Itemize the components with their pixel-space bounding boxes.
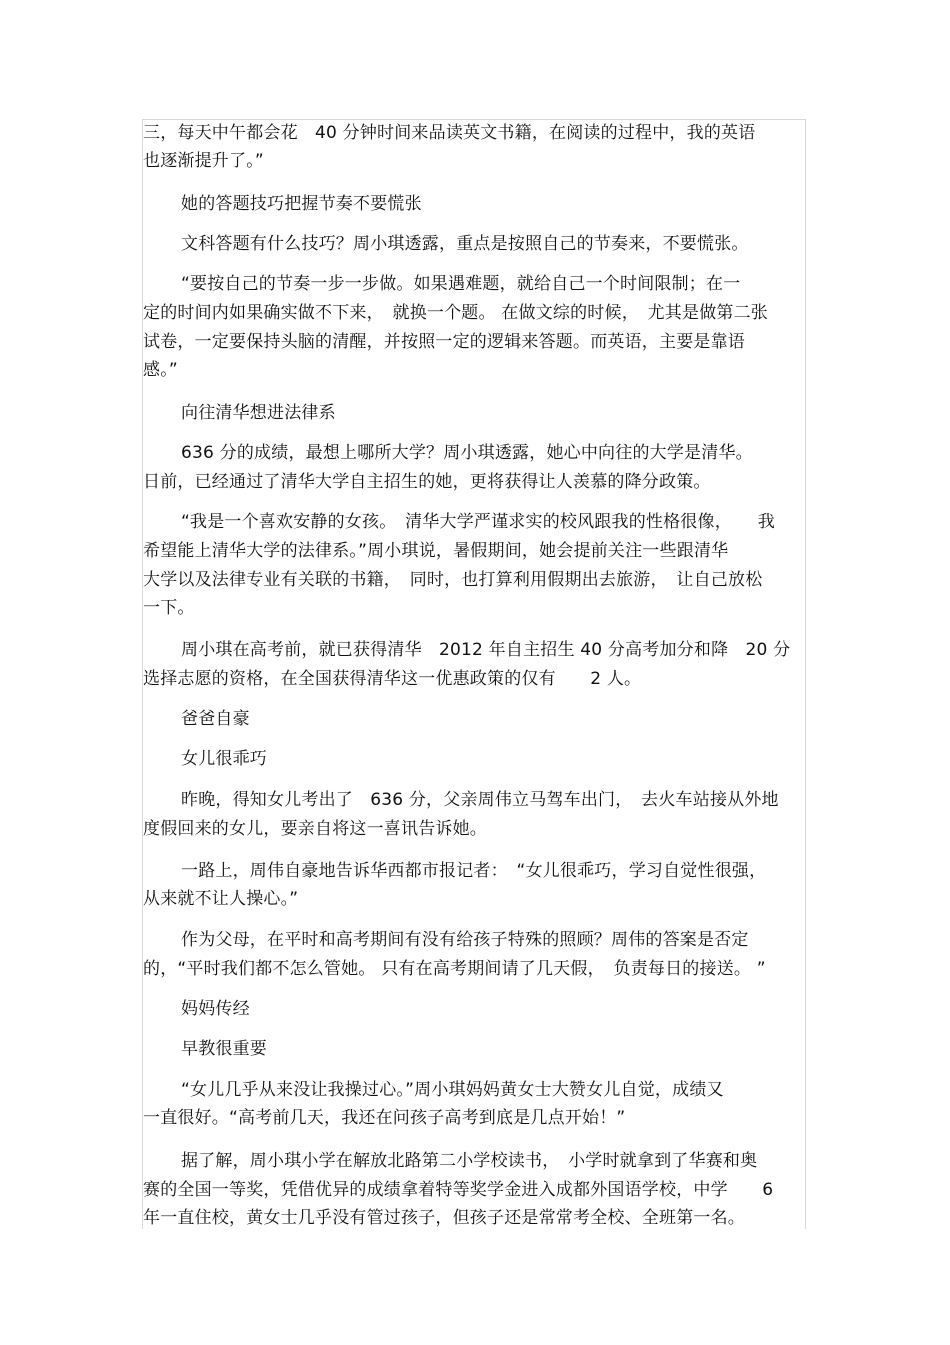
text-line: 636 分的成绩，最想上哪所大学？周小琪透露，她心中向往的大学是清华。: [181, 443, 753, 463]
text-line: 赛的全国一等奖，凭借优异的成绩拿着特等奖学金进入成都外国语学校，中学 6: [143, 1180, 774, 1200]
text-line: 作为父母，在平时和高考期间有没有给孩子特殊的照顾？周伟的答案是否定: [181, 930, 749, 950]
text-line: 三，每天中午都会花 40 分钟时间来品读英文书籍，在阅读的过程中，我的英语: [143, 123, 756, 143]
section-heading: 妈妈传经: [181, 999, 250, 1019]
section-heading: 向往清华想进法律系: [181, 403, 336, 423]
text-line: 文科答题有什么技巧？周小琪透露，重点是按照自己的节奏来，不要慌张。: [181, 234, 749, 254]
text-line: 从来就不让人操心。”: [143, 889, 299, 909]
text-line: 年一直住校，黄女士几乎没有管过孩子，但孩子还是常常考全校、全班第一名。: [143, 1208, 745, 1228]
text-line: 据了解，周小琪小学在解放北路第二小学校读书， 小学时就拿到了华赛和奥: [181, 1151, 758, 1171]
text-line: 昨晚，得知女儿考出了 636 分，父亲周伟立马驾车出门， 去火车站接从外地: [181, 790, 779, 810]
text-line: 一直很好。“高考前几天，我还在问孩子高考到底是几点开始！”: [143, 1108, 626, 1128]
text-line: 定的时间内如果确实做不下来， 就换一个题。 在做文综的时候， 尤其是做第二张: [143, 303, 769, 323]
text-line: 一路上，周伟自豪地告诉华西都市报记者： “女儿很乖巧，学习自觉性很强，: [181, 861, 767, 881]
section-heading: 她的答题技巧把握节奏不要慌张: [181, 194, 422, 214]
text-line: “女儿几乎从来没让我操过心。”周小琪妈妈黄女士大赞女儿自觉，成绩又: [181, 1080, 724, 1100]
text-line: 日前，已经通过了清华大学自主招生的她，更将获得让人羡慕的降分政策。: [143, 472, 711, 492]
section-heading: 早教很重要: [181, 1039, 267, 1059]
text-line: 度假回来的女儿，要亲自将这一喜讯告诉她。: [143, 819, 487, 839]
section-heading: 女儿很乖巧: [181, 749, 267, 769]
text-line: 的，“平时我们都不怎么管她。 只有在高考期间请了几天假， 负责每日的接送。 ”: [143, 959, 766, 979]
text-line: 感。”: [143, 360, 178, 380]
section-heading: 爸爸自豪: [181, 709, 250, 729]
text-line: 希望能上清华大学的法律系。”周小琪说，暑假期间，她会提前关注一些跟清华: [143, 541, 729, 561]
text-line: 也逐渐提升了。”: [143, 151, 264, 171]
text-line: 大学以及法律专业有关联的书籍， 同时，也打算利用假期出去旅游， 让自己放松: [143, 570, 763, 590]
text-line: 试卷，一定要保持头脑的清醒，并按照一定的逻辑来答题。而英语，主要是靠语: [143, 332, 745, 352]
text-line: “要按自己的节奏一步一步做。如果遇难题，就给自己一个时间限制；在一: [181, 274, 741, 294]
text-line: 一下。: [143, 598, 195, 618]
text-line: 周小琪在高考前，就已获得清华 2012 年自主招生 40 分高考加分和降 20 分: [181, 640, 791, 660]
text-line: 选择志愿的资格，在全国获得清华这一优惠政策的仅有 2 人。: [143, 669, 642, 689]
text-line: “我是一个喜欢安静的女孩。 清华大学严谨求实的校风跟我的性格很像， 我: [181, 512, 776, 532]
